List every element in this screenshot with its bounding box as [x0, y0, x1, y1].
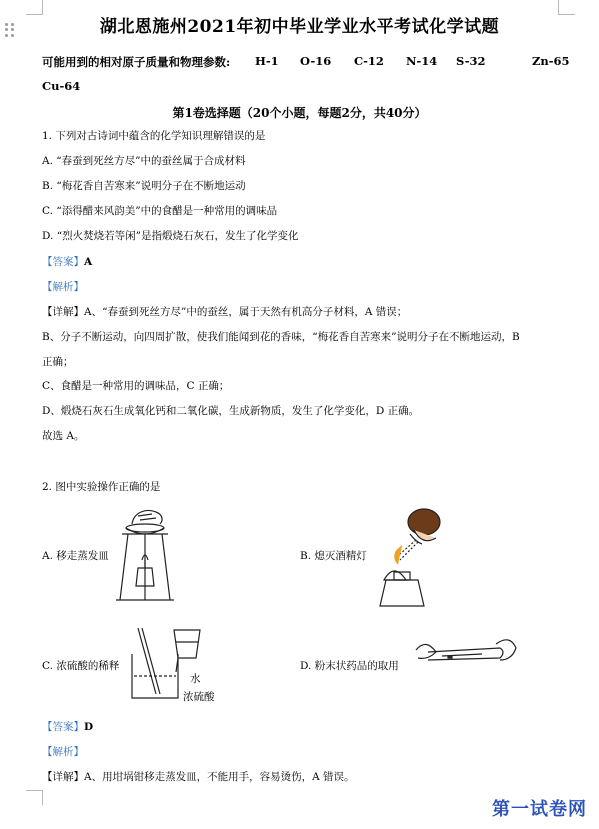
q2-option-b: B. 熄灭酒精灯: [300, 550, 367, 562]
q2-option-d: D. 粉末状药品的取用: [300, 660, 399, 672]
q1-detail-3: C、食醋是一种常用的调味品，C 正确；: [42, 380, 230, 392]
page-title: 湖北恩施州2021年初中毕业学业水平考试化学试题: [99, 17, 500, 37]
q2-answer: [42, 719, 93, 734]
atomic-mass-h: H-1: [255, 54, 279, 68]
q2-stem: 2. 图中实验操作正确的是: [42, 481, 161, 493]
q2-detail-1-text: A、用坩埚钳移走蒸发皿，不能用手，容易烫伤，A 错误。: [84, 771, 355, 783]
q1-detail-4: D、煅烧石灰石生成氧化钙和二氧化碳，生成新物质，发生了化学变化，D 正确。: [42, 405, 420, 417]
figure-a-evaporating-dish: [112, 504, 178, 606]
q1-detail-tag: 【详解】: [42, 306, 84, 318]
q1-detail-2b: 正确；: [42, 356, 74, 368]
q1-answer-value: A: [84, 256, 93, 268]
figure-b-alcohol-lamp: [370, 500, 448, 608]
figure-c-label-water: 水: [190, 673, 201, 685]
figure-c-label-acid: 浓硫酸: [183, 691, 215, 703]
q2-detail-tag: 【详解】: [42, 771, 84, 783]
atomic-mass-o: O-16: [300, 54, 332, 68]
q2-answer-tag: 【答案】: [42, 721, 84, 733]
section-title: 第1卷选择题（20个小题，每题2分，共40分）: [172, 106, 427, 120]
q1-option-a: A. “春蚕到死丝方尽”中的蚕丝属于合成材料: [42, 155, 246, 167]
figure-d-powder-transfer: [412, 630, 520, 686]
atomic-mass-cu: Cu-64: [42, 79, 81, 93]
q2-analysis-tag: 【解析】: [42, 746, 84, 758]
q1-detail-2a: B、分子不断运动，向四周扩散，使我们能闻到花的香味，“梅花香自苦寒来”说明分子在不断地运动，B: [42, 331, 520, 343]
atomic-mass-n: N-14: [406, 54, 438, 68]
atomic-mass-c: C-12: [354, 54, 384, 68]
q1-conclusion: 故选 A。: [42, 430, 85, 442]
q1-detail-1: [42, 304, 407, 319]
q1-detail-1-text: A、“春蚕到死丝方尽”中的蚕丝，属于天然有机高分子材料，A 错误；: [84, 306, 408, 318]
q1-answer: [42, 254, 92, 269]
q1-answer-tag: 【答案】: [42, 256, 84, 268]
corner-mark-bottom-left: [26, 790, 43, 805]
q2-option-a: A. 移走蒸发皿: [42, 550, 109, 562]
q1-stem: 1. 下列对古诗词中蕴含的化学知识理解错误的是: [42, 130, 266, 142]
q2-detail-1: [42, 769, 355, 784]
q1-analysis-tag: 【解析】: [42, 281, 84, 293]
q1-option-d: D. “烈火焚烧若等闲”是指煅烧石灰石，发生了化学变化: [42, 230, 299, 242]
atomic-mass-s: S-32: [456, 54, 486, 68]
site-logo: 第一试卷网: [492, 799, 587, 820]
atomic-mass-label: 可能用到的相对原子质量和物理参数:: [42, 55, 231, 69]
q1-option-c: C. “添得醋来风韵美”中的食醋是一种常用的调味品: [42, 205, 278, 217]
q1-option-b: B. “梅花香自苦寒来”说明分子在不断地运动: [42, 180, 246, 192]
q2-answer-value: D: [84, 721, 94, 733]
q2-option-c: C. 浓硫酸的稀释: [42, 660, 120, 672]
atomic-mass-zn: Zn-65: [532, 54, 570, 68]
